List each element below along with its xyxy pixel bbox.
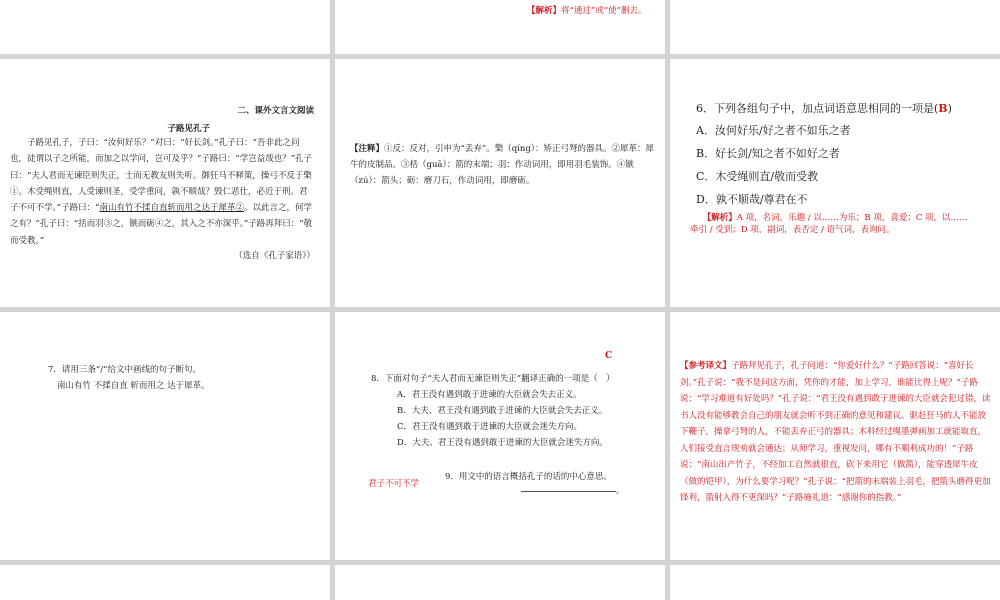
option-a: A．汝何好乐/好之者不如乐之者 [696,124,851,137]
option-c: C．木受绳则直/敬而受教 [696,170,819,183]
question-6: 6．下列各组句子中，加点词语意思相同的一项是(B) [696,102,952,115]
option-d: D．孰不顺哉/尊君在不 [696,193,808,206]
passage-body: 子路见孔子，子曰：“汝何好乐？”对曰：“好长剑。”孔子曰：“吾非此之问也，徒谓以子之所能，而加之以学问，岂可及乎？”子路曰：“学岂益哉也？”孔子曰：“夫人君而无谏臣则失正，士而无教友则失听。御狂马不释策，操弓不反于檠①。木受绳则直，人受谏则圣，受学重问，孰不顺哉？毁仁恶仕，必近于刑。君子不可不学。”子路曰：“南山有竹不揉自直斩而用之达于犀革②。以此言之，何学之有？”孔子曰：“括而羽③之，镞而砺④之，其入之不亦深乎。”子路再拜曰：“敬而受教。” （选自《孔子家语》） [10,138,315,262]
option-b: B．好长剑/知之者不如好之者 [696,147,840,160]
slide-translation [670,312,1000,560]
annotation-text: 【注释】①反：反对，引申为“丢弃”。檠（qíng）：矫正弓弩的器具。②犀革：犀牛的皮制品。③栝（guā）：箭的末端；羽：作动词用，即用羽毛装饰。④镞（zú）：箭头；砺：磨刀石，作动词用，即磨砺。 [350,144,655,186]
underlined-sentence: 南山有竹不揉自直斩而用之达于犀革② [99,203,244,214]
question-8: 8．下面对句子“夫人君而无谏臣则失正”翻译正确的一项是（ ） [371,374,615,384]
slide-bottom-left [0,565,330,600]
slide-question-7 [0,312,330,560]
option-c: C．君王没有遇到敢于进谏的大臣就会迷失方向。 [397,422,583,432]
option-a: A．君王没有遇到敢于进谏的大臣就会失去正义。 [397,390,582,400]
options-8 [397,387,657,451]
passage-source: （选自《孔子家语》） [234,251,315,262]
slide-bottom-right [670,565,1000,600]
answer-6: B [938,102,948,115]
slide-annotations [335,59,665,307]
answer-8: C [605,351,613,361]
analysis-note: 【解析】将“通过”或“使”删去。 [527,6,647,16]
answer-7: 南山有竹 不揉自直 斩而用之 达于犀革。 [57,381,210,391]
analysis-6: 【解析】A 项，名词，乐趣 / 以……为乐；B 项，喜爱；C 项，以……牵引 / 受到；D 项，副词，表否定 / 语气词，表询问。 [690,213,968,235]
slide-top-middle [335,0,665,54]
slide-reading-passage [0,59,330,307]
option-d: D．大夫、君王没有遇到敢于进谏的大臣就会迷失方向。 [397,438,608,448]
slide-bottom-middle [335,565,665,600]
slide-question-8-9 [335,312,665,560]
section-heading: 二、课外文言文阅读 [237,106,314,116]
answer-9: 君子不可不学 [368,479,420,489]
slide-question-6 [670,59,1000,307]
passage-title: 子路见孔子 [167,124,210,134]
reference-translation: 【参考译文】子路拜见孔子，孔子问道：“你爱好什么？”子路回答说：“喜好长剑。”孔子说：“我不是问这方面，凭你的才能，加上学习，谁能比得上呢？”子路说：“学习难道有好处吗？”孔子说：“君王没有遇到敢于进谏的大臣就会犯过错，读书人没有能够教会自己的朋友就会听不到正确的意见和建议。驱赶狂马的人不能放下鞭子，操拿弓弩的人，不能丢弃正弓的器具；木料经过绳墨弹画加工就能取直，人们接受直言规劝就会通达；从师学习，重视发问，哪有不顺利成功的！”子路说：“南山出产竹子，不经加工自然就很直，砍下来用它（做箭），能穿透犀牛皮（做的铠甲），为什么要学习呢？”孔子说：“把箭的末端装上羽毛，把箭头磨得更加锋利，箭射入得不更深吗？”子路施礼道：“感谢你的指教。” [680,361,991,503]
answer-line-9: 。 [521,484,625,496]
options-6 [696,119,986,211]
question-7: 7．请用三条“/”给文中画线的句子断句。 [48,365,201,375]
slide-top-right [670,0,1000,54]
slide-top-left [0,0,330,54]
question-9: 9．用文中的语言概括孔子的话的中心意思。 [445,472,612,482]
option-b: B．大夫、君王没有遇到敢于进谏的大臣就会失去正义。 [397,406,608,416]
